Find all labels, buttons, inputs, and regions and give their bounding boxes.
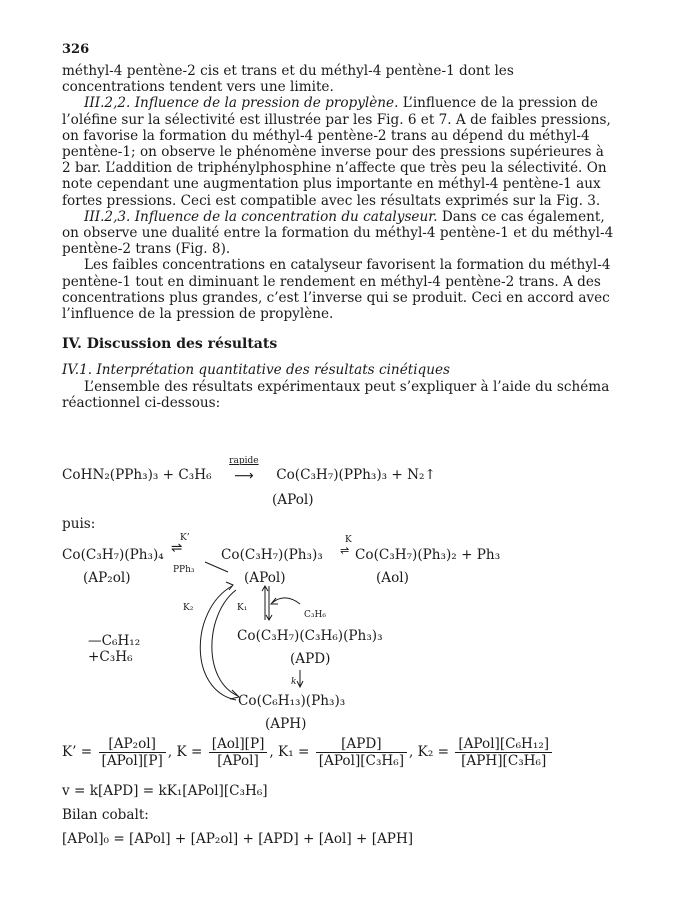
k-label: K — [345, 535, 352, 545]
equilibrium-arrow-2: ⇌ — [340, 544, 350, 557]
aph-formula: Co(C₆H₁₃)(Ph₃)₃ — [238, 693, 346, 709]
aph-label: (APH) — [265, 716, 307, 732]
ap2ol-label: (AP₂ol) — [83, 570, 131, 586]
apol-formula: Co(C₃H₇)(Ph₃)₃ — [221, 547, 323, 563]
puis-label: puis: — [62, 516, 96, 532]
k-small-label: k — [291, 677, 297, 687]
k2-fraction: $\frac{\text{[APol][C₆H₁₂]}}{\text{[APH][C₃H₆]}}$ — [455, 736, 552, 769]
subsection-heading-text: IV.1. Interprétation quantitative des résultats cinétiques — [62, 362, 451, 379]
equilibrium-arrow-1: ⇌ — [171, 540, 183, 556]
apd-formula: Co(C₃H₇)(C₃H₆)(Ph₃)₃ — [237, 628, 383, 644]
equilibrium-constants: K’ = $\frac{\text{[AP₂ol]}}{\text{[APol][P]}}$ , K = $\frac{\text{[Aol][P]}}{\text{[APol]}}$ , K₁ = $\frac{\text{[APD]}}{\text{[APol][C₃H₆]}}$ , K₂ = $\frac{\text{[APol][C₆H₁₂]}}{\text{[APH][C₃H₆]}}$ — [62, 736, 554, 769]
page-number: 326 — [62, 42, 90, 57]
apol-label: (APol) — [244, 570, 286, 586]
rate-equation: v = k[APD] = kK₁[APol][C₃H₆] — [62, 783, 268, 799]
k-prime-label: K’ — [180, 533, 190, 543]
kp-fraction: $\frac{\text{[AP₂ol]}}{\text{[APol][P]}}$ — [99, 736, 166, 769]
reaction-1-right: Co(C₃H₇)(PPh₃)₃ + N₂↑ — [276, 467, 436, 483]
k1-fraction: $\frac{\text{[APD]}}{\text{[APol][C₃H₆]}}$ — [316, 736, 407, 769]
minus-c6h12: —C₆H₁₂ — [88, 633, 141, 649]
paragraph-4: Les faibles concentrations en catalyseur favorisent la formation du méthyl-4 pentène-1 tout en diminuant le rendement en méthyl-4 pentène-2 trans. A des concentrations plus grandes, c’est l’inverse qui se produit. Ceci en accord avec l’influence de la pression de propylène. — [62, 257, 611, 323]
c3h6-arrow — [272, 598, 300, 604]
plus-c3h6: +C₃H₆ — [88, 649, 133, 665]
pph3-arrow — [205, 562, 228, 572]
aol-label: (Aol) — [376, 570, 409, 586]
aol-formula: Co(C₃H₇)(Ph₃)₂ + Ph₃ — [355, 547, 501, 563]
k1-label: K₁ — [237, 603, 248, 613]
paragraph-3-text: Dans ce cas également, on observe une dualité entre la formation du méthyl-4 pentène-1 et du méthyl-4 pentène-2 trans (Fig. 8). — [62, 208, 614, 258]
paragraph-2-heading: III.2,2. Influence de la pression de propylène. — [84, 95, 399, 112]
k2-arc-outer — [200, 586, 236, 700]
c3h6-label: C₃H₆ — [304, 610, 326, 620]
reaction-1-apol-label: (APol) — [272, 492, 314, 508]
k2-arc-inner — [212, 590, 238, 696]
section-heading: IV. Discussion des résultats — [62, 336, 278, 353]
bilan-label: Bilan cobalt: — [62, 807, 149, 823]
reaction-1-arrow: rapide ⟶ — [216, 468, 272, 484]
k2-label: K₂ — [183, 603, 194, 613]
ap2ol-formula: Co(C₃H₇)(Ph₃)₄ — [62, 547, 164, 563]
reaction-1-arrow-label: rapide — [229, 455, 259, 466]
pph3-label: PPh₃ — [173, 565, 195, 575]
reaction-1-left: CoHN₂(PPh₃)₃ + C₃H₆ — [62, 467, 212, 483]
paragraph-2-text: L’influence de la pression de l’oléfine sur la sélectivité est illustrée par les Fig. 6 et 7. A de faibles pressions, on favorise la formation du méthyl-4 pentène-2 trans au dépend du méthyl-4 pentène-1; on observe le phénomène inverse pour des pressions supérieures à 2 bar. L’addition de triphénylphosphine n’affecte que très peu la sélectivité. On note cependant une augmentation plus importante en méthyl-4 pentène-1 aux fortes pressions. Ceci est compatible avec les résultats exprimés sur la Fig. 3. — [62, 95, 611, 209]
paragraph-5: L’ensemble des résultats expérimentaux peut s’expliquer à l’aide du schéma réactionnel ci-dessous: — [62, 378, 610, 411]
k-fraction: $\frac{\text{[Aol][P]}}{\text{[APol]}}$ — [209, 736, 268, 769]
apd-label: (APD) — [290, 651, 331, 667]
paragraph-1: méthyl-4 pentène-2 cis et trans et du méthyl-4 pentène-1 dont les concentrations tendent vers une limite. — [62, 63, 514, 96]
cobalt-balance: [APol]₀ = [APol] + [AP₂ol] + [APD] + [Aol] + [APH] — [62, 831, 414, 847]
paragraph-3-heading: III.2,3. Influence de la concentration du catalyseur. — [84, 208, 438, 225]
